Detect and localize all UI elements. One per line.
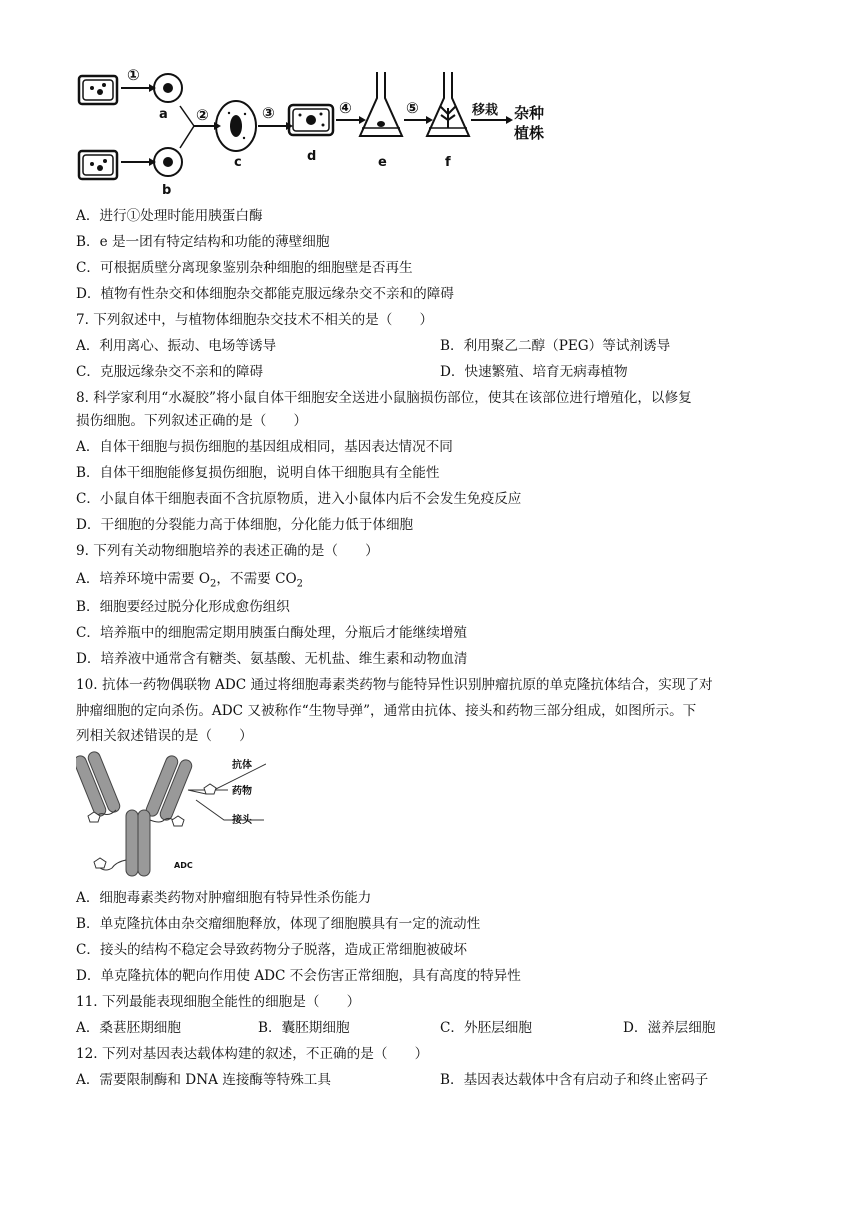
transfer-label: 移栽: [472, 103, 499, 118]
step-5-label: ⑤: [406, 99, 419, 117]
q9-option-a: A．培养环境中需要 $O_2$，不需要 $CO_2$: [76, 571, 304, 590]
label-b: b: [162, 183, 172, 198]
step-3-label: ③: [262, 104, 275, 122]
q8-stem-line1: 8. 科学家利用“水凝胶”将小鼠自体干细胞安全送进小鼠脑损伤部位，使其在该部位进行增殖化，以修复: [76, 390, 692, 406]
q10-stem-line3: 列相关叙述错误的是（ ）: [76, 728, 253, 744]
q7-option-b: B．利用聚乙二醇（PEG）等试剂诱导: [440, 338, 671, 354]
label-d: d: [307, 149, 317, 164]
q7-option-a: A．利用离心、振动、电场等诱导: [76, 338, 277, 354]
step-4-label: ④: [339, 99, 352, 117]
q7-option-d: D．快速繁殖、培育无病毒植物: [440, 364, 628, 380]
label-c: c: [234, 155, 242, 170]
result-label-1: 杂种: [514, 104, 545, 122]
q8-option-c: C．小鼠自体干细胞表面不含抗原物质，进入小鼠体内后不会发生免疫反应: [76, 491, 522, 507]
q10-option-d: D．单克隆抗体的靶向作用使 ADC 不会伤害正常细胞，具有高度的特异性: [76, 968, 521, 984]
q9-option-c: C．培养瓶中的细胞需定期用胰蛋白酶处理，分瓶后才能继续增殖: [76, 625, 468, 641]
q9-stem: 9. 下列有关动物细胞培养的表述正确的是（ ）: [76, 543, 379, 559]
adc-label-adc: ADC: [174, 861, 193, 870]
q6-option-a: A．进行①处理时能用胰蛋白酶: [76, 208, 263, 224]
adc-diagram: [76, 750, 266, 880]
q8-stem-line2: 损伤细胞。下列叙述正确的是（ ）: [76, 413, 308, 429]
q8-option-b: B．自体干细胞能修复损伤细胞，说明自体干细胞具有全能性: [76, 465, 440, 481]
q11-option-a: A．桑葚胚期细胞: [76, 1020, 181, 1036]
result-label-2: 植株: [514, 124, 545, 142]
q12-stem: 12. 下列对基因表达载体构建的叙述，不正确的是（ ）: [76, 1046, 429, 1062]
q11-option-d: D．滋养层细胞: [623, 1020, 716, 1036]
q10-stem-line1: 10. 抗体一药物偶联物 ADC 通过将细胞毒素类药物与能特异性识别肿瘤抗原的单克隆抗体结合，实现了对: [76, 677, 713, 693]
adc-label-drug: 药物: [232, 786, 252, 797]
label-e: e: [378, 155, 387, 170]
step-1-label: ①: [127, 66, 140, 84]
q12-option-a: A．需要限制酶和 DNA 连接酶等特殊工具: [76, 1072, 331, 1088]
label-a: a: [159, 107, 168, 122]
q10-stem-line2: 肿瘤细胞的定向杀伤。ADC 又被称作“生物导弹”，通常由抗体、接头和药物三部分组成，如图所示。下: [76, 703, 697, 719]
q11-option-b: B．囊胚期细胞: [258, 1020, 350, 1036]
q11-option-c: C．外胚层细胞: [440, 1020, 532, 1036]
label-f: f: [445, 155, 451, 170]
q6-option-b: B．e 是一团有特定结构和功能的薄壁细胞: [76, 234, 330, 250]
q6-option-d: D．植物有性杂交和体细胞杂交都能克服远缘杂交不亲和的障碍: [76, 286, 454, 302]
q6-option-c: C．可根据质壁分离现象鉴别杂种细胞的细胞壁是否再生: [76, 260, 413, 276]
q12-option-b: B．基因表达载体中含有启动子和终止密码子: [440, 1072, 709, 1088]
q9-option-d: D．培养液中通常含有糖类、氨基酸、无机盐、维生素和动物血清: [76, 651, 468, 667]
q10-option-c: C．接头的结构不稳定会导致药物分子脱落，造成正常细胞被破坏: [76, 942, 468, 958]
q10-option-a: A．细胞毒素类药物对肿瘤细胞有特异性杀伤能力: [76, 890, 372, 906]
q7-stem: 7. 下列叙述中，与植物体细胞杂交技术不相关的是（ ）: [76, 312, 434, 328]
step-2-label: ②: [196, 106, 209, 124]
q10-option-b: B．单克隆抗体由杂交瘤细胞释放，体现了细胞膜具有一定的流动性: [76, 916, 481, 932]
q8-option-d: D．干细胞的分裂能力高于体细胞，分化能力低于体细胞: [76, 517, 414, 533]
adc-label-linker: 接头: [232, 815, 252, 826]
q8-option-a: A．自体干细胞与损伤细胞的基因组成相同，基因表达情况不同: [76, 439, 453, 455]
somatic-hybridization-diagram: [74, 58, 564, 200]
q11-stem: 11. 下列最能表现细胞全能性的细胞是（ ）: [76, 994, 361, 1010]
adc-label-antibody: 抗体: [232, 760, 252, 771]
q9-option-b: B．细胞要经过脱分化形成愈伤组织: [76, 599, 290, 615]
q7-option-c: C．克服远缘杂交不亲和的障碍: [76, 364, 264, 380]
